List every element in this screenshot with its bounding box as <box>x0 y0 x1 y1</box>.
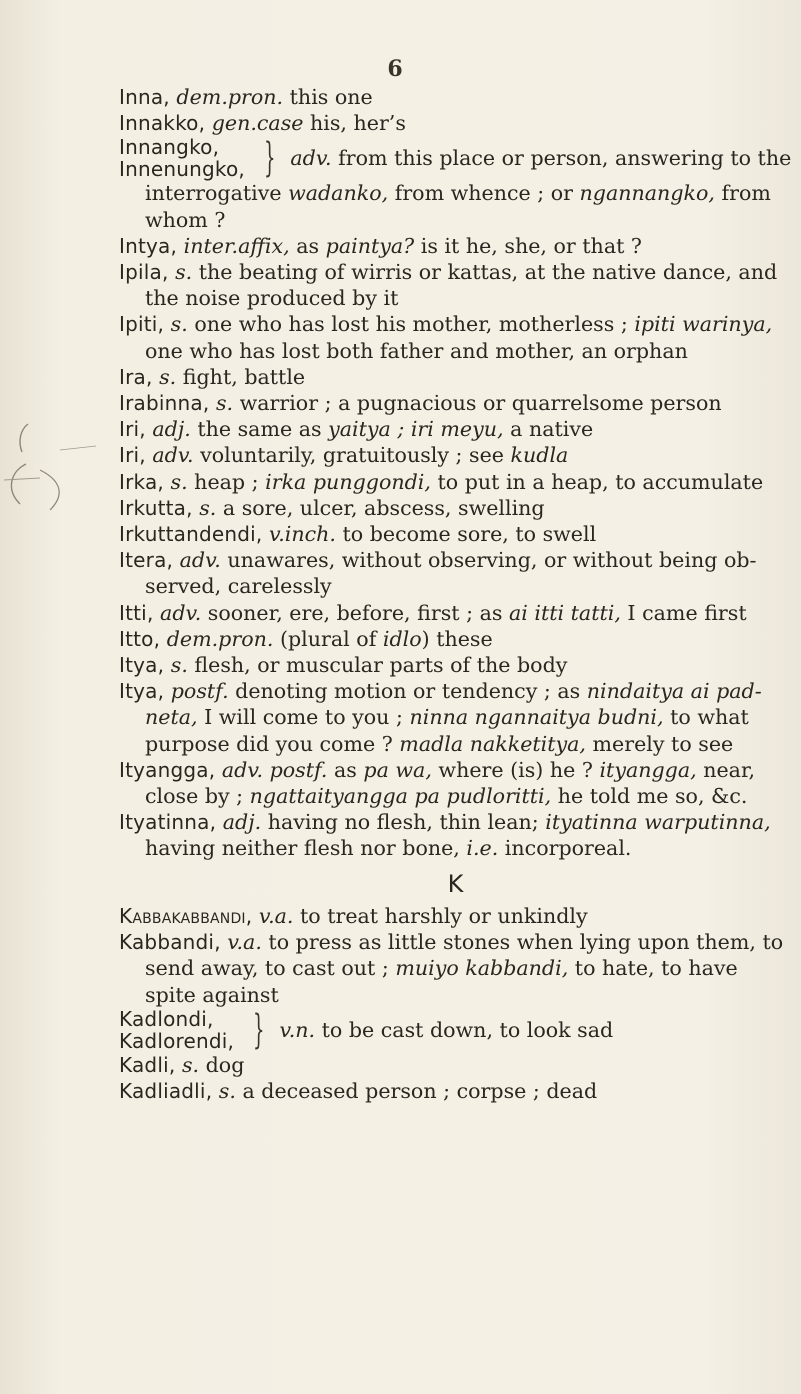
headword: Iri, <box>119 417 146 442</box>
entries-column <box>119 84 793 1104</box>
entry-inna <box>119 84 793 110</box>
entry-ira: Ira, s. fight, battle <box>119 364 306 389</box>
part-of-speech: dem.pron. <box>176 85 284 109</box>
entry-intya: Intya, inter.affix, as paintya? is it he, she, or that ? <box>119 233 642 258</box>
brace-icon: } <box>263 135 276 182</box>
headword: Ityatinna, <box>119 810 217 835</box>
headword: Itto, <box>119 626 161 651</box>
headword: Kabbakabbandi, <box>119 903 253 928</box>
headword: Irkutta, <box>119 495 193 520</box>
headword: Ipiti, <box>119 312 165 337</box>
headword: Innangko, <box>119 135 220 160</box>
headword: Ira, <box>119 364 153 389</box>
definition: his, her’s <box>303 111 406 136</box>
page-number: 6 <box>387 56 403 82</box>
headword: Intya, <box>119 233 178 258</box>
entry-iri-adj: Iri, adj. the same as yaityа ; iri meyu, a native <box>119 417 594 442</box>
entry-innangko <box>119 136 793 180</box>
entry-kadli: Kadli, s. dog <box>119 1052 245 1077</box>
entry-itto: Itto, dem.pron. (plural of idlo) these <box>119 626 493 651</box>
headword: Itti, <box>119 600 154 625</box>
entry-itti: Itti, adv. sooner, ere, before, first ; as ai itti tatti, I came first <box>119 600 747 625</box>
entry-irabinna: Irabinna, s. warrior ; a pugnacious or quarrelsome person <box>119 391 722 416</box>
entry-irkutta: Irkutta, s. a sore, ulcer, abscess, swelling <box>119 495 545 520</box>
headword: Innakko, <box>119 111 206 136</box>
brace-icon: } <box>253 1006 265 1053</box>
entry-ipiti: Ipiti, s. one who has lost his mother, motherless ; ipiti warinya, one who has lost both father and mother, an orphan <box>119 312 773 363</box>
headword: Kabbandi, <box>119 930 221 955</box>
entry-kadlondi: Kadlondi, Kadlorendi, } v.n. to be cast down, to look sad <box>119 1006 614 1053</box>
definition: this one <box>283 85 373 109</box>
entry-itera: Itera, adv. unawares, without observing, or without being ob-served, carelessly <box>119 548 757 599</box>
entry-irkuttandendi: Irkuttandendi, v.inch. to become sore, to swell <box>119 522 597 547</box>
part-of-speech: gen.case <box>211 111 304 136</box>
entry-innakko <box>119 110 793 136</box>
headword: Inna, <box>119 85 170 109</box>
section-letter: K <box>447 869 465 898</box>
headword: Iri, <box>119 443 146 468</box>
entry-ityangga: Ityangga, adv. postf. as pa wa, where (is) he ? ityangga, near, close by ; ngattaityangga pa pudloritti, he told me so, &c. <box>119 757 756 809</box>
entry-kadliadli: Kadliadli, s. a deceased person ; corpse ; dead <box>119 1078 598 1103</box>
entry-ityatinna: Ityatinna, adj. having no flesh, thin lean; ityatinna warputinna, having neither flesh nor bone, i.e. incorporeal. <box>119 810 771 861</box>
headword: Irka, <box>119 469 164 494</box>
entry-itya-postf: Itya, postf. denoting motion or tendency ; as nindaitya ai pad-neta, I will come to you ; ninna ngannaitya budni, to what purpose did you come ? madla nakketitya, merely to see <box>119 679 762 756</box>
headword: Irabinna, <box>119 391 210 416</box>
headword: Kadliadli, <box>119 1078 213 1103</box>
headword: Kadlorendi, <box>119 1028 235 1053</box>
entry-kabbandi: Kabbandi, v.a. to press as little stones when lying upon them, to send away, to cast out ; muiyo kabbandi, to hate, to have spite against <box>119 930 784 1007</box>
headword: Kadlondi, <box>119 1006 214 1031</box>
headword: Itya, <box>119 653 165 678</box>
headword: Ityangga, <box>119 757 216 782</box>
margin-pencil-mark <box>0 420 100 530</box>
headword: Ipila, <box>119 260 169 285</box>
entry-ipila: Ipila, s. the beating of wirris or kattas, at the native dance, and the noise produced by it <box>119 260 778 311</box>
headword: Itya, <box>119 679 165 704</box>
part-of-speech: adv. <box>290 146 332 171</box>
headword: Irkuttandendi, <box>119 522 263 547</box>
entry-kabbakabbandi: Kabbakabbandi, v.a. to treat harshly or unkindly <box>119 903 588 928</box>
entry-itya-s: Itya, s. flesh, or muscular parts of the body <box>119 653 568 678</box>
headword: Itera, <box>119 548 174 573</box>
entry-continuation: interrogative wadanko, from whence ; or ngannangko, from whom ? <box>145 181 771 232</box>
entry-irka: Irka, s. heap ; irka punggondi, to put in a heap, to accumulate <box>119 469 764 494</box>
entry-iri-adv: Iri, adv. voluntarily, gratuitously ; see kudla <box>119 443 569 468</box>
definition: from this place or person, answering to the <box>331 146 792 171</box>
headword: Innenungko, <box>119 157 245 182</box>
headword: Kadli, <box>119 1052 176 1077</box>
